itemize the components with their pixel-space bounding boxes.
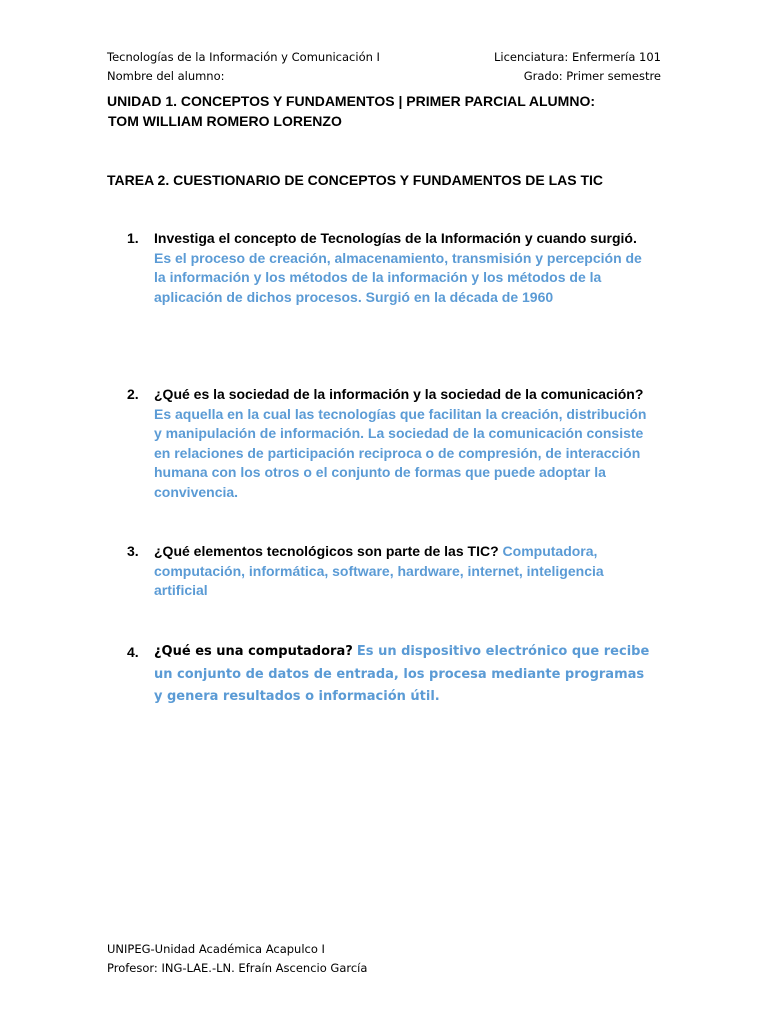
question-number: 3.: [127, 543, 139, 559]
task-title: TAREA 2. CUESTIONARIO DE CONCEPTOS Y FUNDAMENTOS DE LAS TIC: [107, 172, 604, 188]
header-row-bottom: [107, 68, 661, 84]
question-number: 1.: [127, 230, 139, 246]
footer-institution: UNIPEG-Unidad Académica Acapulco I: [107, 942, 325, 956]
grade-label: Grado: Primer semestre: [523, 69, 661, 83]
program-name: Licenciatura: Enfermería 101: [493, 50, 661, 64]
footer-professor: Profesor: ING-LAE.-LN. Efraín Ascencio García: [107, 961, 368, 975]
question-body: [154, 229, 657, 307]
question-item-3: [127, 542, 657, 601]
answer-text: Es aquella en la cual las tecnologías que facilitan la creación, distribución y manipulación de información. La sociedad de la comunicación consiste en relaciones de participación reciproca o de compresión, de interacción humana con los otros o el conjunto de formas que puede adoptar la convivencia.: [154, 405, 647, 500]
question-number: 2.: [127, 386, 139, 402]
header-row-top: [107, 49, 661, 65]
answer-text: Es el proceso de creación, almacenamiento, transmisión y percepción de la información y los métodos de la información y los métodos de la aplicación de dichos procesos. Surgió en la década de 1960: [154, 249, 642, 305]
question-item-1: [127, 229, 657, 307]
question-text: Investiga el concepto de Tecnologías de la Información y cuando surgió.: [154, 230, 637, 246]
question-text: ¿Qué es la sociedad de la información y la sociedad de la comunicación?: [154, 386, 644, 402]
student-full-name: TOM WILLIAM ROMERO LORENZO: [108, 113, 342, 129]
question-item-4: [127, 641, 657, 709]
answer-text: Es un dispositivo electrónico que recibe un conjunto de datos de entrada, los procesa mediante programas y genera resultados o información útil.: [154, 644, 650, 704]
question-text: ¿Qué elementos tecnológicos son parte de las TIC?: [154, 543, 499, 559]
unit-title: [107, 91, 661, 131]
student-name-label: Nombre del alumno:: [107, 69, 225, 83]
unit-title-line1: UNIDAD 1. CONCEPTOS Y FUNDAMENTOS | PRIMER PARCIAL ALUMNO:: [107, 93, 595, 109]
question-body: [154, 542, 657, 601]
question-body: [154, 641, 657, 709]
course-name: Tecnologías de la Información y Comunicación I: [107, 50, 380, 64]
answer-text: Computadora, computación, informática, software, hardware, internet, inteligencia artificial: [154, 543, 604, 598]
question-text: ¿Qué es una computadora?: [154, 644, 353, 659]
question-body: [154, 385, 657, 502]
question-item-2: [127, 385, 657, 502]
question-number: 4.: [127, 644, 139, 660]
